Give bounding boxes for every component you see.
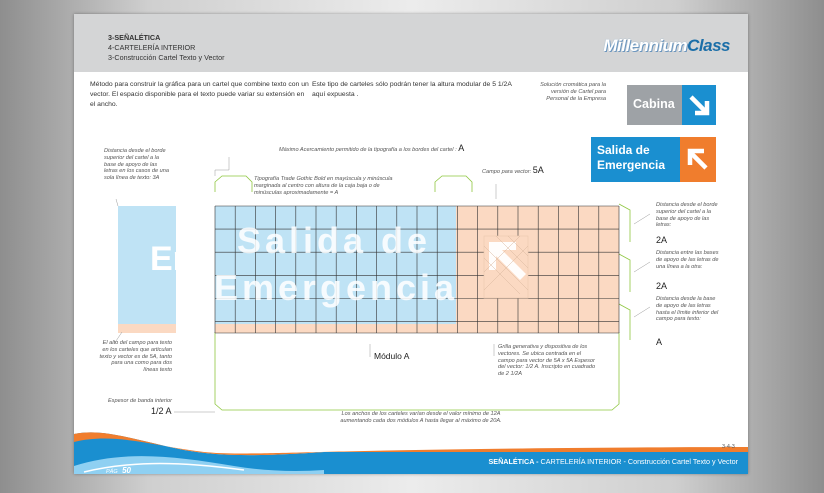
max-distance-text: Máximo Acercamiento permitido de la tipografía a los bordes del cartel : [279, 147, 457, 153]
outline-right-tab-1 [619, 204, 630, 242]
leader-right-2 [634, 262, 650, 272]
band-thickness-value: 1/2 A [151, 406, 172, 416]
right-value-3: A [656, 337, 663, 347]
right-note-2: Distancia entre las bases de apoyo de las letras de una línea a la otra: [656, 250, 719, 270]
sample-sign-salida-line2: Emergencia [597, 158, 666, 172]
right-note-3: Distancia desde la base de apoyo de las letras hasta el límite inferior del campo para texto: [656, 296, 719, 323]
vector-grid-arrow-icon [484, 236, 528, 298]
left-partial-sign-text: Ent [150, 240, 205, 278]
leader-left-top [116, 199, 118, 206]
footer-code: 3-4-3 [722, 444, 735, 450]
max-distance-note [279, 145, 559, 154]
sample-sign-salida-line1: Salida de [597, 143, 650, 157]
leader-max [215, 157, 229, 176]
right-value-2: 2A [656, 281, 668, 291]
construction-diagram [74, 14, 748, 474]
subsection-title: 4-CARTELERÍA INTERIOR [108, 43, 196, 52]
vector-field-text: Campo para vector: [482, 169, 532, 175]
diagram-sign-line1: Salida de [236, 220, 432, 261]
page-subtitle: 3-Construcción Cartel Texto y Vector [108, 53, 225, 62]
max-distance-value: A [458, 143, 465, 153]
module-label: Módulo A [374, 351, 410, 361]
outline-right-tab-3 [619, 304, 630, 340]
left-partial-sign-band [118, 324, 176, 333]
brand-logo-part-a: Millennium [603, 36, 688, 55]
document-page [74, 14, 748, 474]
diagram-sign-line2: Emergencia [213, 267, 459, 308]
footer-title [489, 457, 739, 466]
intro-left-text: Método para construir la gráfica para un cartel que combine texto con un vector. El espacio disponible para el texto puede variar su extensión en el ancho. [90, 81, 309, 108]
right-value-1: 2A [656, 235, 668, 245]
width-note-line1: Los anchos de los carteles varían desde el valor mínimo de 12A [341, 411, 501, 417]
footer-page-number: 50 [122, 466, 131, 474]
typography-note: Tipografía Trade Gothic Bold en mayúscula y minúscula marginada al centro con altura de la caja baja o de minúsculas aproximadamente = A [254, 176, 393, 196]
width-note-line2: aumentando cada dos módulos A hasta llegar al máximo de 20A. [340, 417, 502, 424]
vector-grid-note: Grilla generativa y dispositiva de los vectores. Se ubica centrada en el campo para vector de 5A x 5A Espesor del vector: 1/2 A. Inscripto en cuadrado de 2 1/2A [498, 344, 596, 378]
vector-field-value: 5A [532, 165, 544, 175]
footer-title-bold: SEÑALÉTICA - [488, 457, 539, 466]
footer-page-label: PÁG [106, 469, 118, 474]
sample-sign-cabina-label: Cabina [633, 97, 675, 111]
footer-wave-decoration [74, 426, 748, 474]
footer-title-rest: CARTELERÍA INTERIOR - Construcción Cartel Texto y Vector [540, 457, 738, 466]
footer-page [106, 460, 131, 474]
left-mid-note: El alto del campo para texto en los carteles que articulan texto y vector es de 5A, tanto para una como para dos líneas texto [99, 340, 172, 374]
leader-right-3 [634, 307, 650, 317]
brand-logo-part-b: Class [687, 36, 730, 55]
color-solution-note: Solución cromática para la versión de Cartel para Personal de la Empresa [540, 82, 606, 102]
section-number: 3-SEÑALÉTICA [108, 33, 161, 42]
left-top-note: Distancia desde el borde superior del cartel a la base de apoyo de las letras en los casos de una sola línea de texto: 3A [104, 148, 169, 182]
outline-right-tab-2 [619, 254, 630, 292]
outline-tab-top-right [435, 176, 472, 192]
intro-right-text: Este tipo de carteles sólo podrán tener la altura modular de 5 1/2A aquí expuesta . [312, 81, 512, 98]
leader-right-1 [634, 214, 650, 224]
right-note-1: Distancia desde el borde superior del cartel a la base de apoyo de las letras: [656, 202, 718, 229]
vector-field [456, 206, 619, 324]
vector-field-note [482, 167, 572, 176]
band-thickness-note: Espesor de banda interior [107, 398, 172, 404]
outline-tab-top-left [215, 176, 252, 192]
width-note [306, 411, 536, 425]
